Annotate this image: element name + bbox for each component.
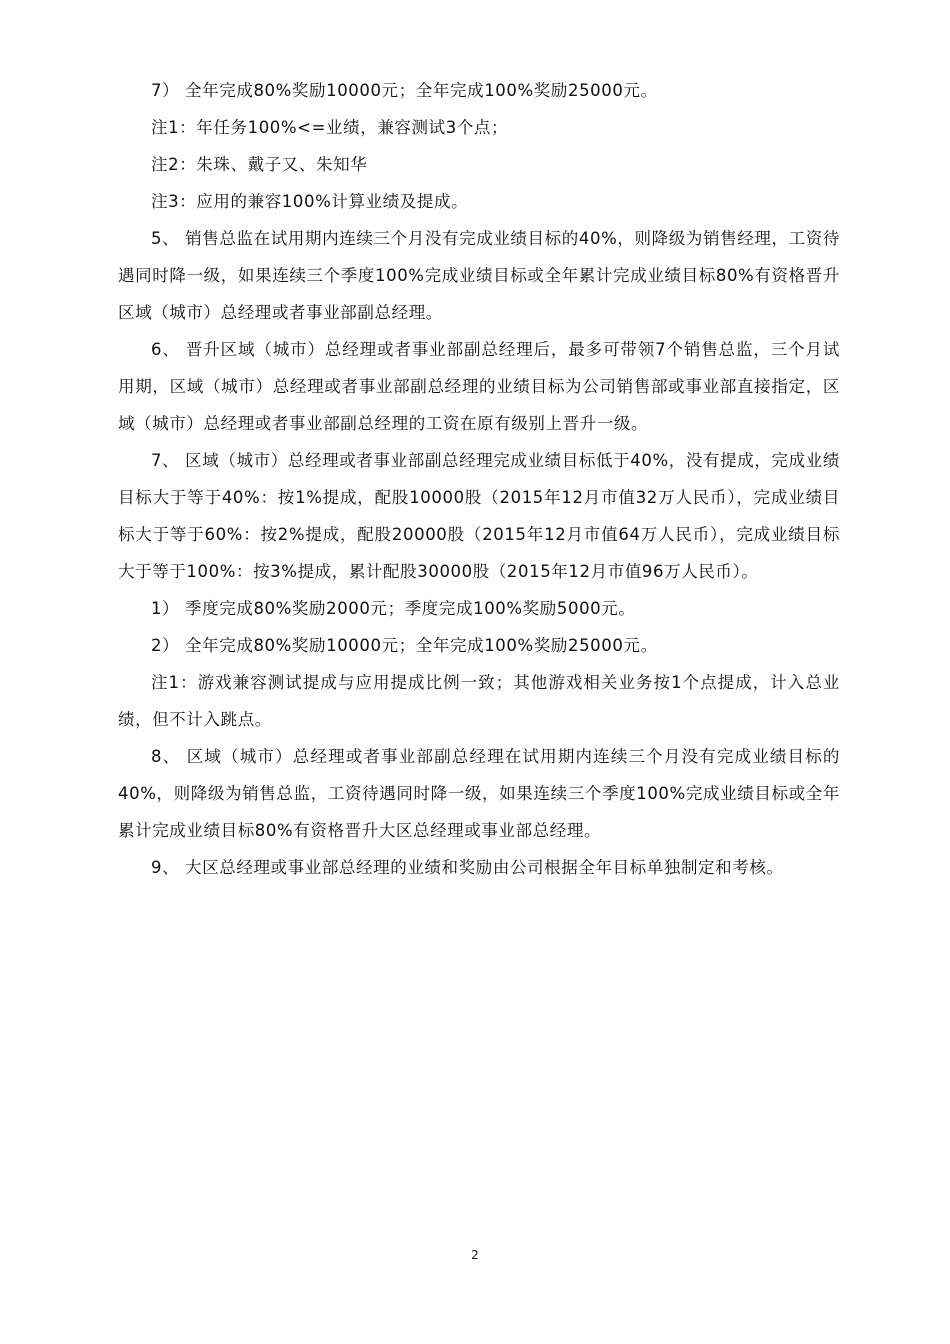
- document-body: [118, 72, 840, 886]
- note-3-compatibility: 注3：应用的兼容100%计算业绩及提成。: [151, 192, 469, 211]
- paragraph-annual-bonus: 2） 全年完成80%奖励10000元；全年完成100%奖励25000元。: [151, 636, 658, 655]
- note-2-names: 注2：朱珠、戴子又、朱知华: [151, 155, 368, 174]
- paragraph-item-5: 5、 销售总监在试用期内连续三个月没有完成业绩目标的40%，则降级为销售经理，工资待遇同时降一级，如果连续三个季度100%完成业绩目标或全年累计完成业绩目标80%有资格晋升区域（城市）总经理或者事业部副总经理。: [118, 229, 840, 322]
- page-number: 2: [471, 1248, 479, 1262]
- paragraph-item-6: 6、 晋升区域（城市）总经理或者事业部副总经理后，最多可带领7个销售总监，三个月试用期，区域（城市）总经理或者事业部副总经理的业绩目标为公司销售部或事业部直接指定，区域（城市）总经理或者事业部副总经理的工资在原有级别上晋升一级。: [118, 340, 840, 433]
- paragraph-annual-bonus-7: 7） 全年完成80%奖励10000元；全年完成100%奖励25000元。: [151, 81, 658, 100]
- note-1-game-testing: 注1：游戏兼容测试提成与应用提成比例一致；其他游戏相关业务按1个点提成，计入总业绩，但不计入跳点。: [118, 673, 840, 729]
- paragraph-item-8: 8、 区域（城市）总经理或者事业部副总经理在试用期内连续三个月没有完成业绩目标的40%，则降级为销售总监，工资待遇同时降一级，如果连续三个季度100%完成业绩目标或全年累计完成业绩目标80%有资格晋升大区总经理或事业部总经理。: [118, 747, 840, 840]
- paragraph-item-7: 7、 区域（城市）总经理或者事业部副总经理完成业绩目标低于40%，没有提成，完成业绩目标大于等于40%：按1%提成，配股10000股（2015年12月市值32万人民币），完成业绩目标大于等于60%：按2%提成，配股20000股（2015年12月市值64万人民币），完成业绩目标大于等于100%：按3%提成，累计配股30000股（2015年12月市值96万人民币）。: [118, 451, 840, 581]
- paragraph-item-9: 9、 大区总经理或事业部总经理的业绩和奖励由公司根据全年目标单独制定和考核。: [151, 858, 784, 877]
- paragraph-quarterly-bonus: 1） 季度完成80%奖励2000元；季度完成100%奖励5000元。: [151, 599, 636, 618]
- note-1-annual-task: 注1：年任务100%<=业绩，兼容测试3个点；: [151, 118, 509, 137]
